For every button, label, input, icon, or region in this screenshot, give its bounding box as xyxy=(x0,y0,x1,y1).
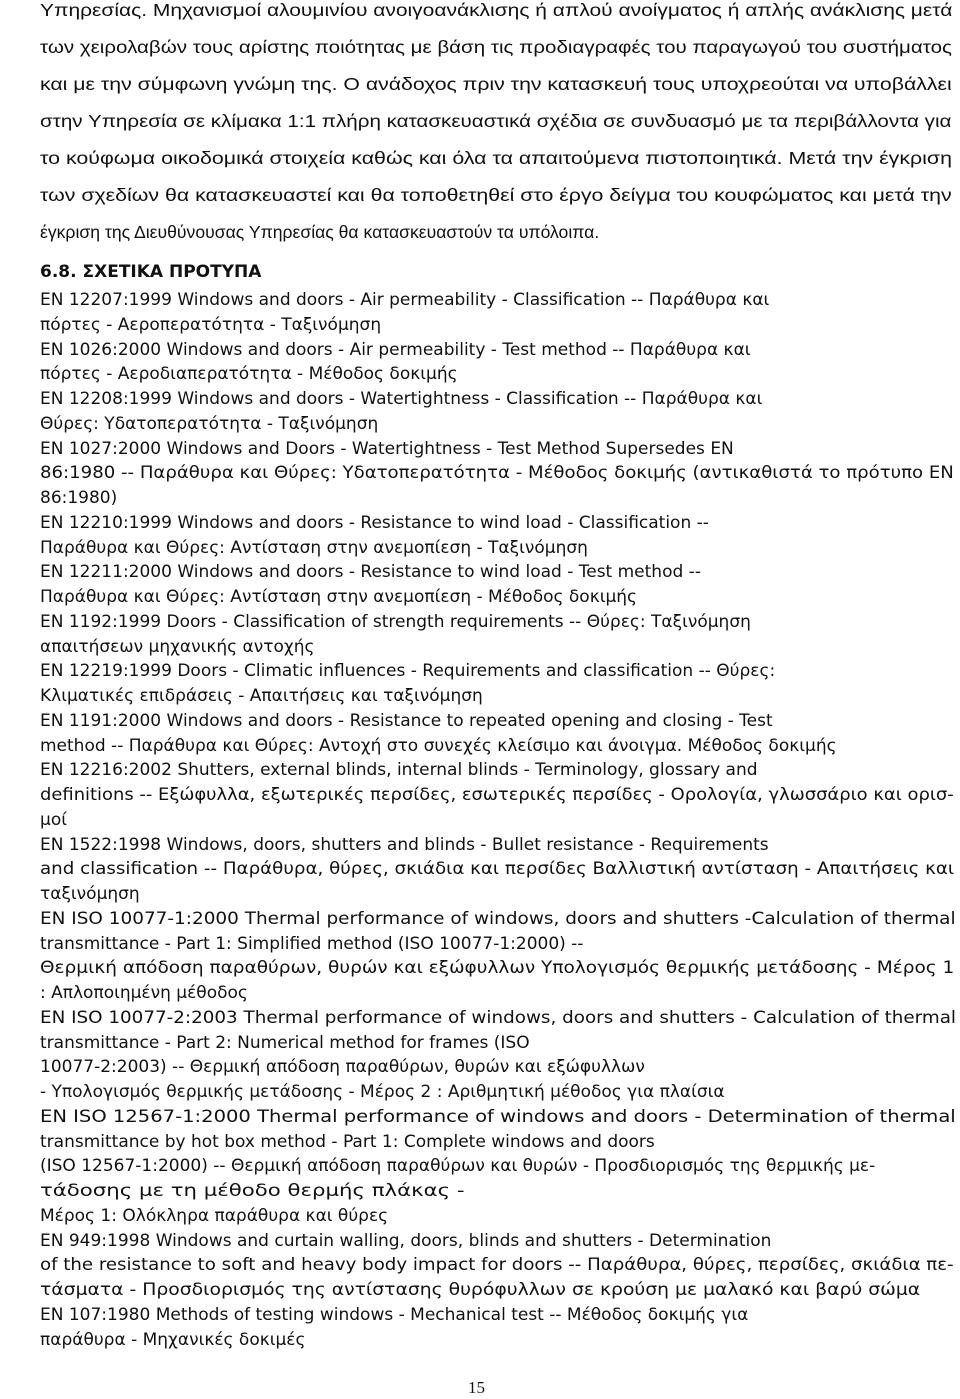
standard-line: EN 12207:1999 Windows and doors - Air permeability - Classification -- Παράθυρα και xyxy=(40,290,770,310)
standard-line: EN 12210:1999 Windows and doors - Resistance to wind load - Classification -- xyxy=(40,512,709,533)
standard-line: and classification -- Παράθυρα, θύρες, σκιάδια και περσίδες Βαλλιστική αντίσταση - Απαιτήσεις και xyxy=(40,859,955,880)
standard-line: απαιτήσεων μηχανικής αντοχής xyxy=(40,636,315,657)
standard-line: πόρτες - Αεροπερατότητα - Ταξινόμηση xyxy=(40,314,382,335)
standard-line: EN 12216:2002 Shutters, external blinds, internal blinds - Terminology, glossary and xyxy=(40,760,758,781)
standard-line: EN ISO 10077-2:2003 Thermal performance of windows, doors and shutters - Calculation of thermal xyxy=(40,1007,957,1028)
standard-line: of the resistance to soft and heavy body impact for doors -- Παράθυρα, θύρες, περσίδες, σκιάδια πε- xyxy=(40,1255,954,1276)
standard-line: EN 12211:2000 Windows and doors - Resistance to wind load - Test method -- xyxy=(40,562,701,583)
standard-line: EN 107:1980 Methods of testing windows - Mechanical test -- Μέθοδος δοκιμής για xyxy=(40,1304,749,1325)
standard-line: : Απλοποιημένη μέθοδος xyxy=(40,983,248,1003)
intro-line: των χειρολαβών τους αρίστης ποιότητας με βάση τις προδιαγραφές του παραγωγού του συστήματος xyxy=(40,37,952,57)
standard-line: method -- Παράθυρα και Θύρες: Αντοχή στο συνεχές κλείσιμο και άνοιγμα. Μέθοδος δοκιμής xyxy=(40,735,837,756)
intro-line: Υπηρεσίας. Μηχανισμοί αλουμινίου ανοιγοανάκλισης ή απλού ανοίγματος ή απλής ανάκλισης μετά xyxy=(40,0,953,20)
standard-line: τάδοσης με τη μέθοδο θερμής πλάκας - xyxy=(40,1181,465,1201)
standard-line: EN 1192:1999 Doors - Classification of strength requirements -- Θύρες: Ταξινόμηση xyxy=(40,611,751,632)
standard-line: παράθυρα - Μηχανικές δοκιμές xyxy=(40,1329,306,1350)
standard-line: definitions -- Εξώφυλλα, εξωτερικές περσίδες, εσωτερικές περσίδες - Ορολογία, γλωσσάριο και ορισ- xyxy=(40,785,954,805)
standard-line: EN 1026:2000 Windows and doors - Air permeability - Test method -- Παράθυρα και xyxy=(40,339,751,360)
standard-line: EN ISO 12567-1:2000 Thermal performance of windows and doors - Determination of thermal xyxy=(40,1106,956,1127)
intro-line: στην Υπηρεσία σε κλίμακα 1:1 πλήρη κατασκευαστικά σχέδια σε συνδυασμό με τα περιβάλλοντα για xyxy=(40,111,952,131)
standard-line: τάσματα - Προσδιορισμός της αντίστασης θυρόφυλλων σε κρούση με μαλακό και βαρύ σώμα xyxy=(40,1280,921,1300)
standard-line: (ISO 12567-1:2000) -- Θερμική απόδοση παραθύρων και θυρών - Προσδιορισμός της θερμικής με- xyxy=(40,1156,876,1177)
standard-line: transmittance by hot box method - Part 1: Complete windows and doors xyxy=(40,1131,655,1152)
intro-line: έγκριση της Διευθύνουσας Υπηρεσίας θα κατασκευαστούν τα υπόλοιπα. xyxy=(40,222,600,242)
standard-line: EN 1522:1998 Windows, doors, shutters and blinds - Bullet resistance - Requirements xyxy=(40,834,769,855)
intro-line: το κούφωμα οικοδομικά στοιχεία καθώς και όλα τα απαιτούμενα πιστοποιητικά. Μετά την έγκριση xyxy=(40,148,952,168)
standard-line: EN 1191:2000 Windows and doors - Resistance to repeated opening and closing - Test xyxy=(40,710,773,731)
standard-line: 86:1980) xyxy=(40,488,118,508)
standard-line: transmittance - Part 1: Simplified method (ISO 10077-1:2000) -- xyxy=(40,933,584,954)
section-heading: 6.8. ΣΧΕΤΙΚΑ ΠΡΟΤΥΠΑ xyxy=(40,262,262,282)
standard-line: EN 1027:2000 Windows and Doors - Watertightness - Test Method Supersedes EN xyxy=(40,438,734,459)
standard-line: πόρτες - Αεροδιαπερατότητα - Μέθοδος δοκιμής xyxy=(40,364,458,385)
standard-line: Παράθυρα και Θύρες: Αντίσταση στην ανεμοπίεση - Ταξινόμηση xyxy=(40,537,588,558)
standard-line: EN ISO 10077-1:2000 Thermal performance of windows, doors and shutters -Calculation of thermal xyxy=(40,908,956,929)
standard-line: 86:1980 -- Παράθυρα και Θύρες: Υδατοπερατότητα - Μέθοδος δοκιμής (αντικαθιστά το πρότυπο EN xyxy=(40,463,954,484)
standard-line: EN 12208:1999 Windows and doors - Watertightness - Classification -- Παράθυρα και xyxy=(40,389,763,409)
page-number: 15 xyxy=(468,1378,485,1397)
standard-line: EN 949:1998 Windows and curtain walling, doors, blinds and shutters - Determination xyxy=(40,1230,772,1251)
standard-line: EN 12219:1999 Doors - Climatic influences - Requirements and classification -- Θύρες: xyxy=(40,661,776,682)
standard-line: ταξινόμηση xyxy=(40,884,140,904)
intro-line: και με την σύμφωνη γνώμη της. Ο ανάδοχος πριν την κατασκευή τους υποχρεούται να υποβάλλει xyxy=(40,74,952,94)
standard-line: 10077-2:2003) -- Θερμική απόδοση παραθύρων, θυρών και εξώφυλλων xyxy=(40,1057,645,1078)
standard-line: μοί xyxy=(40,809,67,830)
standard-line: Θερμική απόδοση παραθύρων, θυρών και εξώφυλλων Υπολογισμός θερμικής μετάδοσης - Μέρος 1 xyxy=(40,958,955,979)
standard-line: Μέρος 1: Ολόκληρα παράθυρα και θύρες xyxy=(40,1205,389,1226)
standard-line: transmittance - Part 2: Numerical method for frames (ISO xyxy=(40,1032,530,1053)
standard-line: Παράθυρα και Θύρες: Αντίσταση στην ανεμοπίεση - Μέθοδος δοκιμής xyxy=(40,587,638,607)
standard-line: Κλιματικές επιδράσεις - Απαιτήσεις και ταξινόμηση xyxy=(40,686,483,706)
standard-line: Θύρες: Υδατοπερατότητα - Ταξινόμηση xyxy=(40,413,379,434)
intro-line: των σχεδίων θα κατασκευαστεί και θα τοποθετηθεί στο έργο δείγμα του κουφώματος και μετά την xyxy=(40,185,952,205)
standard-line: - Υπολογισμός θερμικής μετάδοσης - Μέρος 2 : Αριθμητική μέθοδος για πλαίσια xyxy=(40,1082,725,1102)
